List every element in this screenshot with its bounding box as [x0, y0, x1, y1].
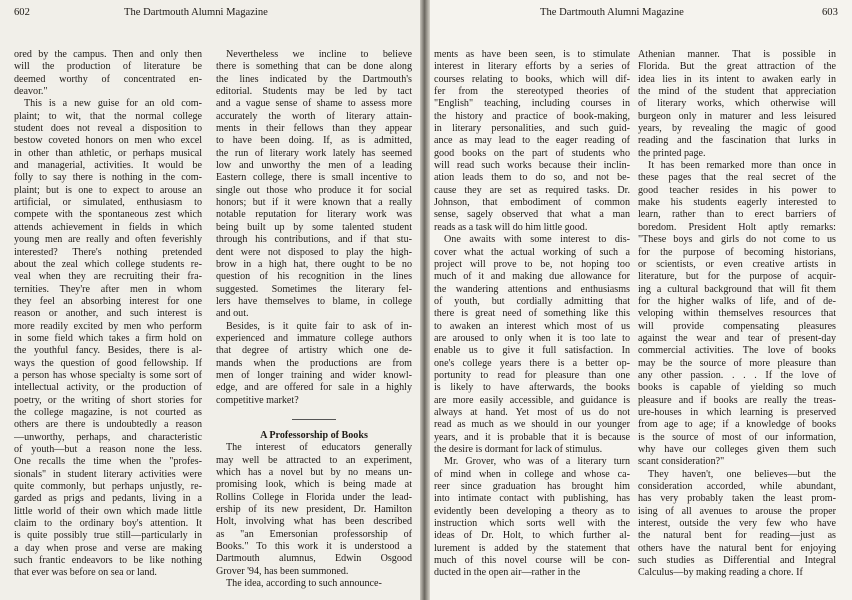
text-line: burgeon only in maturer and less leisured — [638, 110, 836, 122]
text-line: that degree of artistry which one de- — [216, 345, 412, 357]
text-line: such frantic endeavors to be like nothing — [14, 555, 202, 567]
text-line: plaint; to wit, that the normal college — [14, 110, 202, 122]
text-line: why have our colleges given them such — [638, 444, 836, 455]
editorial-text — [216, 49, 412, 407]
text-line: Calculus—by making reading a chore. If — [638, 567, 803, 579]
text-line: is the source of most of our information, — [638, 431, 836, 443]
text-line: "English" teaching, including courses in — [434, 98, 630, 110]
text-line: Grover '94, has been summoned. — [216, 565, 349, 577]
text-line: enable us to give it full satisfaction. In — [434, 345, 630, 357]
text-line: reading and the fascination that lurks in — [638, 135, 836, 147]
text-line: Athenian manner. That is possible in — [638, 49, 836, 60]
text-line: is likely to have afterwards, the books — [434, 382, 630, 394]
text-line: they feel an absorbing interest for one — [14, 295, 202, 307]
text-line: will read such works because their inclin- — [434, 160, 630, 172]
text-line: or scientists, or even creative artists in — [638, 258, 836, 270]
text-line: others are there is undoubtedly a reason — [14, 419, 202, 431]
text-line: plaint; but is one to expect to arouse an — [14, 184, 202, 196]
text-line: The idea, according to such announce- — [226, 578, 382, 590]
text-line: veal when they are recruiting their fra- — [14, 271, 202, 283]
text-line: ership of its new president, Dr. Hamilton — [216, 504, 412, 516]
text-line: to awaken an interest which most of us — [434, 320, 630, 332]
text-line: sense, sagely observed that what a man — [434, 209, 630, 221]
text-line: poetry, or the writing of short stories for — [14, 394, 202, 406]
text-line: dent were not disposed to play the high- — [216, 246, 412, 258]
text-line: idea lies in its intent to awaken early in — [638, 73, 836, 85]
text-line: brow in a high hat, there ought to be no — [216, 258, 412, 270]
right-running-head: The Dartmouth Alumni Magazine — [540, 7, 684, 18]
text-line: ducted in the open air—rather in the — [434, 567, 581, 579]
text-line: into intimate contact with publishing, has — [434, 493, 630, 505]
text-line: the history and practice of book-making, — [434, 110, 630, 122]
text-line: quite commonly, but perhaps unjustly, re- — [14, 481, 202, 493]
text-line: from age to age; if a knowledge of books — [638, 419, 836, 431]
text-line: the mind of the student that appreciation — [638, 86, 836, 98]
text-line: against the wear and tear of present-day — [638, 332, 836, 344]
text-line: ternities. They're after men in whom — [14, 283, 202, 295]
text-line: Holt, involving what has been described — [216, 516, 412, 528]
text-line: evidently been developing a theory as to — [434, 505, 630, 517]
text-line: ways the question of good fellowship. If — [14, 357, 202, 369]
text-line: good books on the part of students who — [434, 147, 630, 159]
text-line: instruction which sorts well with the — [434, 518, 630, 530]
text-line: years, by revealing the magic of good — [638, 123, 836, 135]
text-line: mands when the productions are from — [216, 357, 412, 369]
text-line: the wandering attentions and enthusiasms — [434, 283, 630, 295]
text-line: interest in literary efforts by a series of — [434, 61, 630, 73]
text-line: intellectual activity, or the production of — [14, 382, 202, 394]
text-line: much of it and making due allowance for — [434, 271, 630, 283]
text-line: the run of literary work lately has seemed — [216, 147, 412, 159]
text-line: in some field which takes a firm hold on — [14, 332, 202, 344]
text-line: may be the source of more pleasure than — [638, 357, 836, 369]
text-line: that ever was before on sea or land. — [14, 567, 157, 579]
text-line: Mr. Grover, who was of a literary turn — [444, 456, 630, 468]
text-line: portunity to read for pleasure than one — [434, 369, 630, 381]
text-line: the lines indicated by the Dartmouth's — [216, 73, 412, 85]
left-column-2 — [216, 49, 412, 590]
text-line: fer from the stereotyped theories of — [434, 86, 630, 98]
text-line: promising look, which is being made at — [216, 479, 412, 491]
text-line: being built up by some talented student — [216, 221, 412, 233]
text-line: interest, outside the very few who have — [638, 518, 836, 530]
text-line: of youth—but a reason none the less. — [14, 444, 202, 455]
text-line: cover what the actual working of such a — [434, 246, 630, 258]
text-line: sionals" in student literary activities were — [14, 468, 202, 480]
text-line: cause they are set as required tasks. Dr. — [434, 184, 630, 196]
left-running-head: The Dartmouth Alumni Magazine — [124, 7, 268, 18]
text-line: ing a cultural background that will fit them — [638, 283, 836, 295]
text-line: more readily excited by men who perform — [14, 320, 202, 332]
text-line: will the production of literature be — [14, 61, 202, 73]
text-line: This is a new guise for an old com- — [24, 98, 202, 110]
text-line: artificial, or simulated, enthusiasm to — [14, 197, 202, 209]
text-line: of mind when in college and whose ca- — [434, 468, 630, 480]
text-line: reads as a task will do him little good. — [434, 221, 588, 233]
text-line: any other passion. . . . If the love of — [638, 369, 836, 381]
text-line: commercial activities. The love of books — [638, 345, 836, 357]
text-line: for the purpose of becoming historians, — [638, 246, 836, 258]
text-line: claim to the ordinary boy's attention. It — [14, 518, 202, 530]
text-line: garded as prigs and pedants, living in a — [14, 493, 202, 505]
text-line: Eastern college, there is small incentive to — [216, 172, 412, 184]
text-line: reer since graduation has brought him — [434, 481, 630, 493]
text-line: young men are really and often feverishly — [14, 234, 202, 246]
text-line: Besides, is it quite fair to ask of in- — [226, 320, 412, 332]
text-line: and a vague sense of shame to assess more — [216, 98, 412, 110]
text-line: Nevertheless we incline to believe — [226, 49, 412, 60]
text-line: such studies as Differential and Integral — [638, 555, 836, 567]
text-line: are more easily accessible, and guidance is — [434, 394, 630, 406]
text-line: has very probably taken the least prom- — [638, 493, 836, 505]
text-line: single out those who produce it for social — [216, 184, 412, 196]
text-line: the printed page. — [638, 147, 706, 159]
text-line: One awaits with some interest to dis- — [444, 234, 630, 246]
text-line: ideas of Dr. Holt, to which further al- — [434, 530, 630, 542]
text-line: accurately the worth of literary attain- — [216, 110, 412, 122]
text-line: It has been remarked more than once in — [648, 160, 836, 172]
text-line: ation leads them to do so, and not be- — [434, 172, 630, 184]
text-line: little world of their own which made little — [14, 505, 202, 517]
text-line: ments as have been seen, is to stimulate — [434, 49, 630, 60]
text-line: honors; but if it were known that a really — [216, 197, 412, 209]
text-line: books is capable of yielding so much — [638, 382, 836, 394]
text-line: always at hand. Yet most of us do not — [434, 406, 630, 418]
text-line: and managerial, activities. It would be — [14, 160, 202, 172]
text-line: experienced and immature college authors — [216, 332, 412, 344]
text-line: boredom. President Holt aptly remarks: — [638, 221, 836, 233]
text-line: student does not reveal a disposition to — [14, 123, 202, 135]
right-column-2 — [638, 49, 836, 580]
left-page-number: 602 — [14, 7, 30, 18]
text-line: ising of all avenues to arouse the proper — [638, 505, 836, 517]
text-line: in other than athletic, or perhaps musical — [14, 147, 202, 159]
text-line: consideration accorded, while abundant, — [638, 481, 836, 493]
text-line: folly to say there is nothing in the com- — [14, 172, 202, 184]
text-line: are aroused to only when it is too late to — [434, 332, 630, 344]
text-line: The interest of educators generally — [226, 442, 412, 454]
text-line: veloping within themselves resources that — [638, 308, 836, 320]
text-line: interested? There's nothing pretended — [14, 246, 202, 258]
text-line: make his students eagerly interested to — [638, 197, 836, 209]
text-line: which has a novel but by no means un- — [216, 467, 412, 478]
text-line: They haven't, one believes—but the — [648, 468, 836, 480]
text-line: competitive market? — [216, 394, 299, 406]
left-page — [0, 0, 420, 600]
text-line: lers have themselves to blame, in college — [216, 295, 412, 307]
professorship-text — [216, 442, 412, 590]
text-line: ance as may lead to the eager reading of — [434, 135, 630, 147]
text-line: will provide compensating pleasures — [638, 320, 836, 332]
text-line: ure-houses in which learning is preserved — [638, 406, 836, 418]
text-line: literature, but for the purpose of acquir- — [638, 271, 836, 283]
text-line: others have the natural bent for enjoying — [638, 542, 836, 554]
text-line: through his contributions, and if that stu- — [216, 234, 412, 246]
text-line: low and unworthy the men of a leading — [216, 160, 412, 172]
text-line: of youth, but cordially admitting that — [434, 295, 630, 307]
text-line: Florida. But the great attraction of the — [638, 61, 836, 73]
text-line: a person has whose specialty is some sort of — [14, 369, 202, 381]
text-line: one's college years there is a better op- — [434, 357, 630, 369]
text-line: is quite possibly true still—particularly in — [14, 530, 202, 542]
text-line: —unworthy, perhaps, and characteristic — [14, 431, 202, 443]
section-divider — [292, 419, 336, 420]
left-column-1 — [14, 49, 202, 580]
right-page-number: 603 — [822, 7, 838, 18]
text-line: the youthful fancy. Besides, there is al- — [14, 345, 202, 357]
text-line: Dartmouth alumnus, Edwin Osgood — [216, 553, 412, 565]
text-line: as "an Emersonian professorship of — [216, 528, 412, 540]
text-line: the natural bent for reading—just as — [638, 530, 836, 542]
text-line: good teacher resides in his power to — [638, 184, 836, 196]
text-line: scant consideration?" — [638, 456, 725, 468]
text-line: the desire is dormant for lack of stimulus. — [434, 444, 603, 455]
book-gutter — [420, 0, 430, 600]
text-line: question of his recognition in the lines — [216, 271, 412, 283]
text-line: reason or another, and such interest is — [14, 308, 202, 320]
text-line: about the zeal which college students re- — [14, 258, 202, 270]
right-column-1 — [434, 49, 630, 580]
text-line: men of longer training and wider knowl- — [216, 369, 412, 381]
text-line: suggested. Sometimes the literary fel- — [216, 283, 412, 295]
text-line: attends achievement in fields in which — [14, 221, 202, 233]
text-line: Books." To this work it is understood a — [216, 541, 412, 553]
text-line: pleasure and if books are really the treas- — [638, 394, 836, 406]
text-line: Johnson, that embodiment of common — [434, 197, 630, 209]
text-line: One recalls the time when the "profes- — [14, 456, 202, 468]
text-line: deemed worthy of concentrated en- — [14, 73, 202, 85]
text-line: years, and it is probable that it is because — [434, 431, 630, 443]
text-line: ments in their fellows than they appear — [216, 123, 412, 135]
text-line: bestow coveted honors on men who excel — [14, 135, 202, 147]
text-line: read as much as we should in our younger — [434, 419, 630, 431]
text-line: in literary personalities, and such guid- — [434, 123, 630, 135]
text-line: learn, rather than to erect barriers of — [638, 209, 836, 221]
text-line: and out. — [216, 308, 249, 320]
text-line: the college magazine, is not courted as — [14, 406, 202, 418]
text-line: edge, and are offered for sale in a highly — [216, 382, 412, 394]
text-line: these pages that the real secret of the — [638, 172, 836, 184]
text-line: "These boys and girls do not come to us — [638, 234, 836, 246]
section-title: A Professorship of Books — [260, 429, 368, 441]
right-page — [430, 0, 852, 600]
text-line: of literary works, which otherwise will — [638, 98, 836, 110]
text-line: a day when prose and verse are making — [14, 542, 202, 554]
text-line: editorial. Students may be led by tact — [216, 86, 412, 98]
text-line: compete with the spontaneous zest which — [14, 209, 202, 221]
text-line: there is something that can be done along — [216, 61, 412, 73]
text-line: lurement is added by the statement that — [434, 542, 630, 554]
text-line: may well be attracted to an experiment, — [216, 454, 412, 466]
text-line: there is great need of something like this — [434, 308, 630, 320]
text-line: ored by the campus. Then and only then — [14, 49, 202, 60]
text-line: to have been doing. If, as is admitted, — [216, 135, 412, 147]
text-line: notable reputation for literary work was — [216, 209, 412, 221]
text-line: deavor." — [14, 86, 48, 98]
text-line: courses relating to books, which will dif- — [434, 73, 630, 85]
text-line: project will prove to be, not hoping too — [434, 258, 630, 270]
text-line: for the higher walks of life, and of de- — [638, 295, 836, 307]
text-line: much of this novel course will be con- — [434, 555, 630, 567]
text-line: Rollins College in Florida under the lead- — [216, 491, 412, 503]
